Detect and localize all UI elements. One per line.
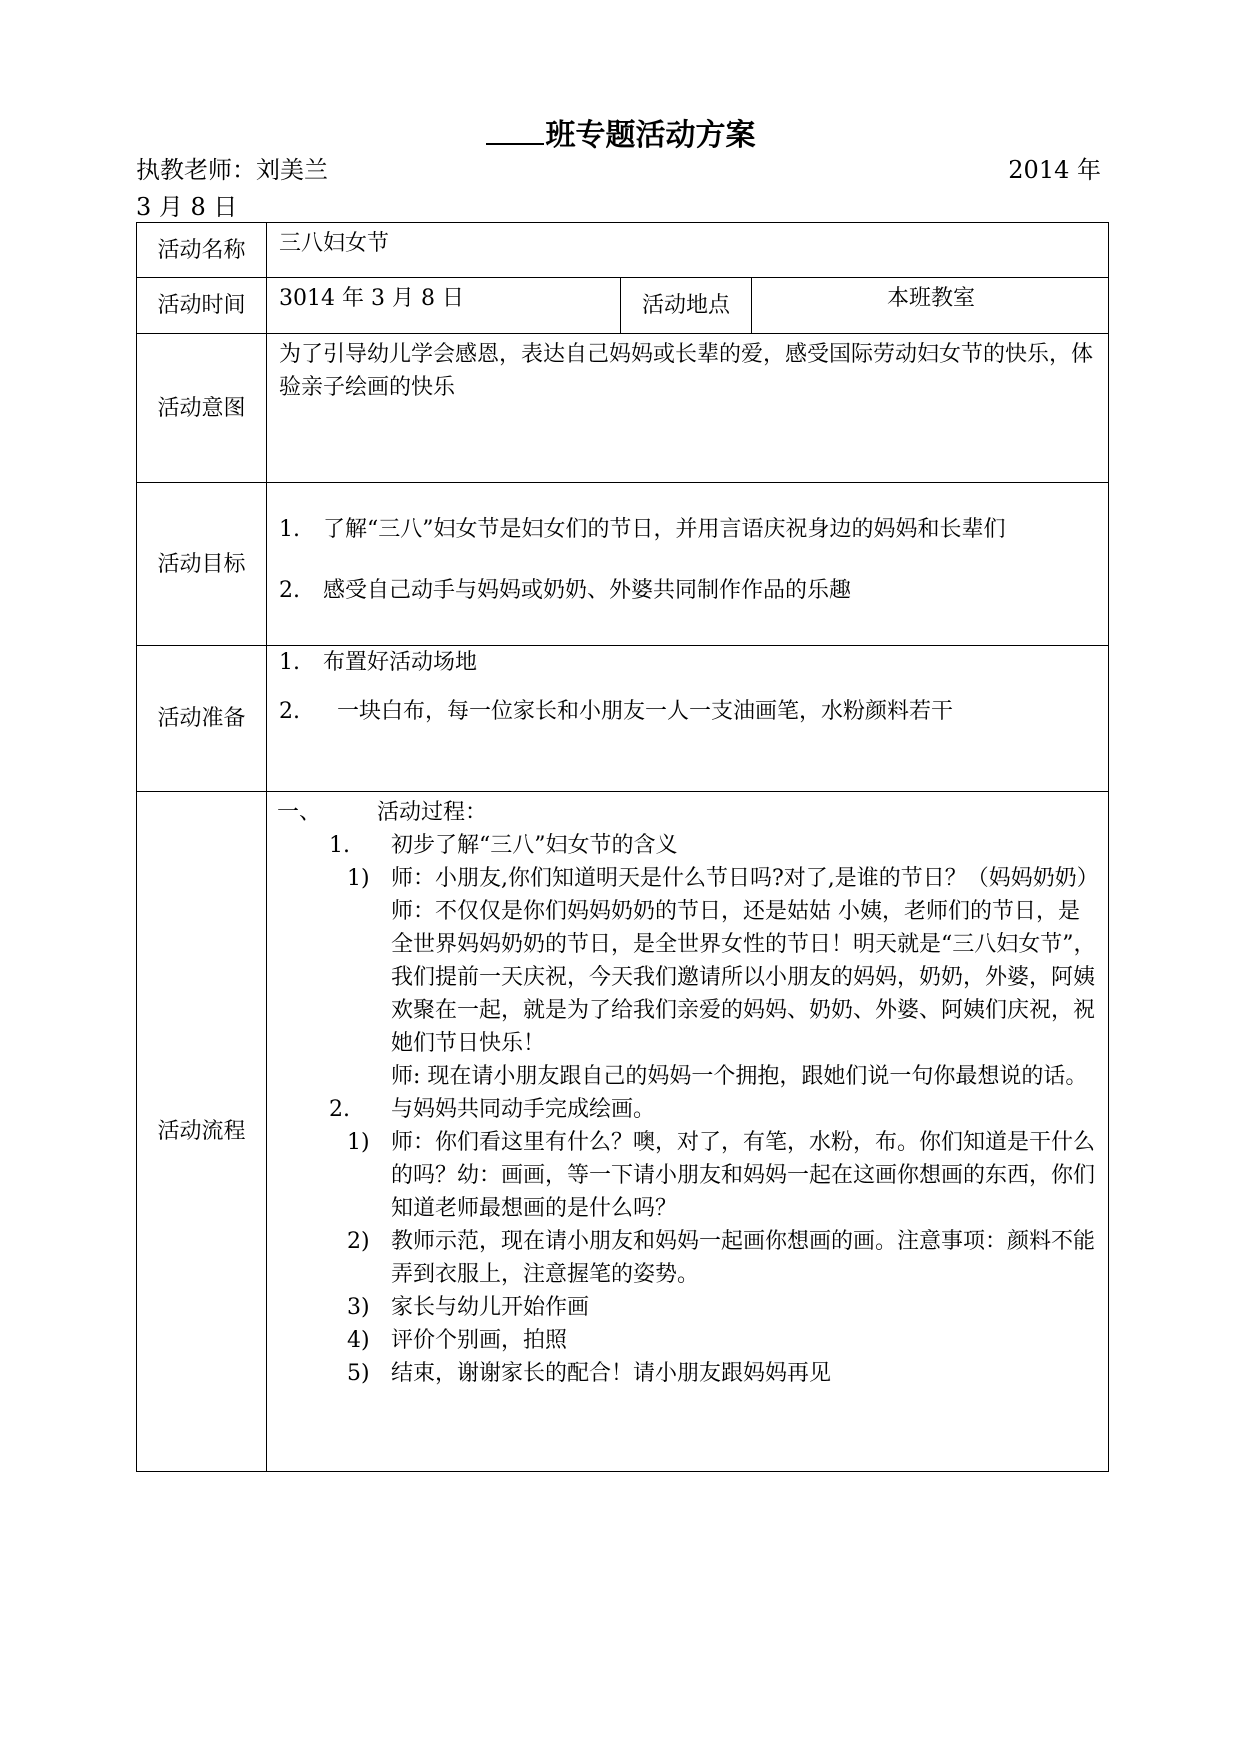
row-activity-time (137, 278, 1109, 334)
activity-place-value: 本班教室 (752, 278, 1109, 334)
flow-item: 5) 结束，谢谢家长的配合！请小朋友跟妈妈再见 (347, 1361, 832, 1386)
activity-time-label: 活动时间 (137, 278, 267, 334)
flow-item: 2) 教师示范，现在请小朋友和妈妈一起画你想画的画。注意事项：颜料不能弄到衣服上，注意握笔的姿势。 (347, 1229, 1096, 1287)
goal-item: 2. 感受自己动手与妈妈或奶奶、外婆共同制作作品的乐趣 (279, 578, 852, 603)
page-title (0, 110, 1241, 154)
row-activity-goals (137, 483, 1109, 646)
activity-plan-table (136, 222, 1109, 1472)
flow-continuation: 师: 现在请小朋友跟自己的妈妈一个拥抱，跟她们说一句你最想说的话。 (391, 1064, 1088, 1089)
goal-item: 1. 了解“三八”妇女节是妇女们的节日，并用言语庆祝身边的妈妈和长辈们 (279, 517, 1006, 542)
flow-section-heading: 一、 活动过程： (277, 800, 488, 825)
date-year: 2014 年 (1008, 156, 1101, 184)
flow-step-heading: 2. 与妈妈共同动手完成绘画。 (329, 1097, 656, 1122)
row-activity-flow (137, 792, 1109, 1472)
activity-intent-value: 为了引导幼儿学会感恩，表达自己妈妈或长辈的爱，感受国际劳动妇女节的快乐，体验亲子绘画的快乐 (267, 334, 1109, 483)
activity-goals-value (267, 483, 1109, 646)
prep-item: 1. 布置好活动场地 (279, 650, 478, 675)
row-activity-intent (137, 334, 1109, 483)
flow-continuation: 师：不仅仅是你们妈妈奶奶的节日，还是姑姑 小姨，老师们的节日，是全世界妈妈奶奶的节日，是全世界女性的节日！明天就是“三八妇女节”，我们提前一天庆祝，今天我们邀请所以小朋友的妈妈，奶奶，外婆，阿姨欢聚在一起，就是为了给我们亲爱的妈妈、奶奶、外婆、阿姨们庆祝，祝她们节日快乐！ (391, 899, 1096, 1056)
title-text: 班专题活动方案 (545, 118, 756, 153)
prep-item: 2. 一块白布，每一位家长和小朋友一人一支油画笔，水粉颜料若干 (279, 699, 953, 724)
activity-prep-value (267, 646, 1109, 792)
activity-flow-value (267, 792, 1109, 1472)
flow-item: 1) 师：你们看这里有什么？噢，对了，有笔，水粉，布。你们知道是干什么的吗？幼：画画，等一下请小朋友和妈妈一起在这画你想画的东西，你们知道老师最想画的是什么吗？ (347, 1130, 1096, 1221)
activity-flow-label: 活动流程 (137, 792, 267, 1472)
title-blank-line (486, 139, 544, 145)
flow-item: 3) 家长与幼儿开始作画 (347, 1295, 590, 1320)
activity-goals-label: 活动目标 (137, 483, 267, 646)
flow-item: 1) 师：小朋友,你们知道明天是什么节日吗?对了,是谁的节日？（妈妈奶奶） (347, 866, 1099, 891)
row-activity-name (137, 223, 1109, 278)
activity-time-value: 3014 年 3 月 8 日 (267, 278, 621, 334)
activity-place-label: 活动地点 (621, 278, 752, 334)
activity-intent-label: 活动意图 (137, 334, 267, 483)
activity-prep-label: 活动准备 (137, 646, 267, 792)
activity-name-label: 活动名称 (137, 223, 267, 278)
flow-item: 4) 评价个别画，拍照 (347, 1328, 568, 1353)
flow-step-heading: 1. 初步了解“三八”妇女节的含义 (329, 833, 678, 858)
date-month-day: 3 月 8 日 (136, 193, 238, 221)
activity-name-value: 三八妇女节 (267, 223, 1109, 278)
row-activity-prep (137, 646, 1109, 792)
teacher-line: 执教老师：刘美兰 (136, 156, 328, 184)
